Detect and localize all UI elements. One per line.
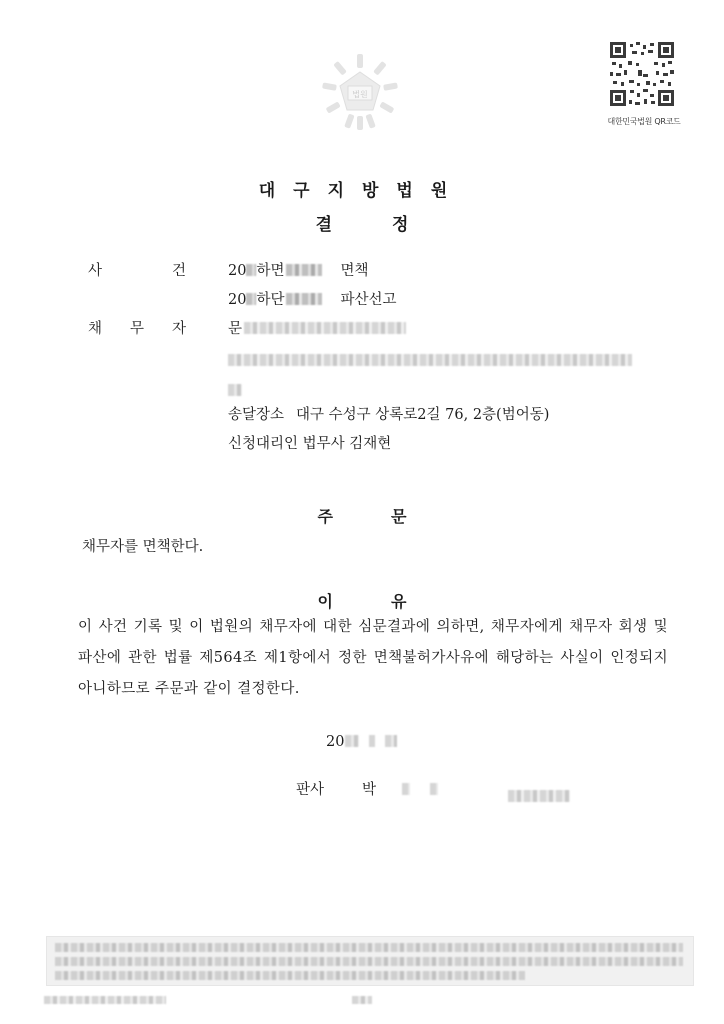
page-number-redacted <box>352 988 372 1007</box>
court-emblem-icon <box>318 50 402 134</box>
applicant-agent: 신청대리인 법무사 김재현 <box>228 436 392 452</box>
redacted-block <box>246 264 256 276</box>
debtor-label-char: 채 <box>88 321 103 337</box>
redacted-block <box>246 293 256 305</box>
debtor-label-char: 자 <box>172 321 187 337</box>
footer-doc-id-redacted <box>44 988 166 1007</box>
footer-notice-box <box>46 936 694 986</box>
debtor-address-redacted-2 <box>228 380 242 399</box>
svg-text:법원: 법원 <box>352 90 368 99</box>
redacted-block <box>352 996 372 1004</box>
order-text: 채무자를 면책한다. <box>82 539 204 555</box>
case-number-1: 20 하면 면책 <box>228 263 369 279</box>
debtor-address-redacted <box>228 350 632 369</box>
judge-seal-redacted <box>508 786 570 805</box>
redacted-block <box>244 322 406 334</box>
case-label: 사 <box>88 263 103 279</box>
redacted-block <box>55 943 683 952</box>
redacted-block <box>228 354 632 366</box>
judge-label: 판사 <box>296 782 325 798</box>
redacted-block <box>508 790 570 802</box>
judge-name: 박 <box>362 783 438 798</box>
redacted-block <box>402 783 410 795</box>
title-char: 정 <box>392 215 409 235</box>
redacted-block <box>55 957 683 966</box>
redacted-block <box>286 293 322 305</box>
redacted-block <box>55 971 525 980</box>
redacted-block <box>369 735 375 747</box>
debtor-label-char: 무 <box>130 321 145 337</box>
redacted-block <box>345 735 359 747</box>
court-name: 대구지방법원 <box>258 181 466 201</box>
reason-text: 이 사건 기록 및 이 법원의 채무자에 대한 심문결과에 의하면, 채무자에게 채무자 회생 및 파산에 관한 법률 제564조 제1항에서 정한 면책불허가사유에 해당하는 사실이 인정되지 아니하므로 주문과 같이 결정한다. <box>78 619 668 697</box>
qr-caption: 대한민국법원 QR코드 <box>607 117 681 126</box>
qr-code[interactable] <box>610 42 674 106</box>
decision-date: 20 <box>326 735 397 750</box>
document-title <box>0 210 724 235</box>
case-label-2: 건 <box>172 263 187 279</box>
redacted-block <box>228 384 242 396</box>
debtor-name: 문 <box>228 322 406 337</box>
delivery-place: 송달장소 대구 수성구 상록로2길 76, 2층(범어동) <box>228 407 550 423</box>
case-number-2: 20 하단 파산선고 <box>228 292 397 308</box>
redacted-block <box>44 996 166 1004</box>
redacted-block <box>385 735 397 747</box>
title-char: 결 <box>315 215 332 235</box>
reason-heading: 이 유 <box>317 592 407 611</box>
order-heading: 주 문 <box>317 507 407 526</box>
redacted-block <box>286 264 322 276</box>
redacted-block <box>430 783 438 795</box>
